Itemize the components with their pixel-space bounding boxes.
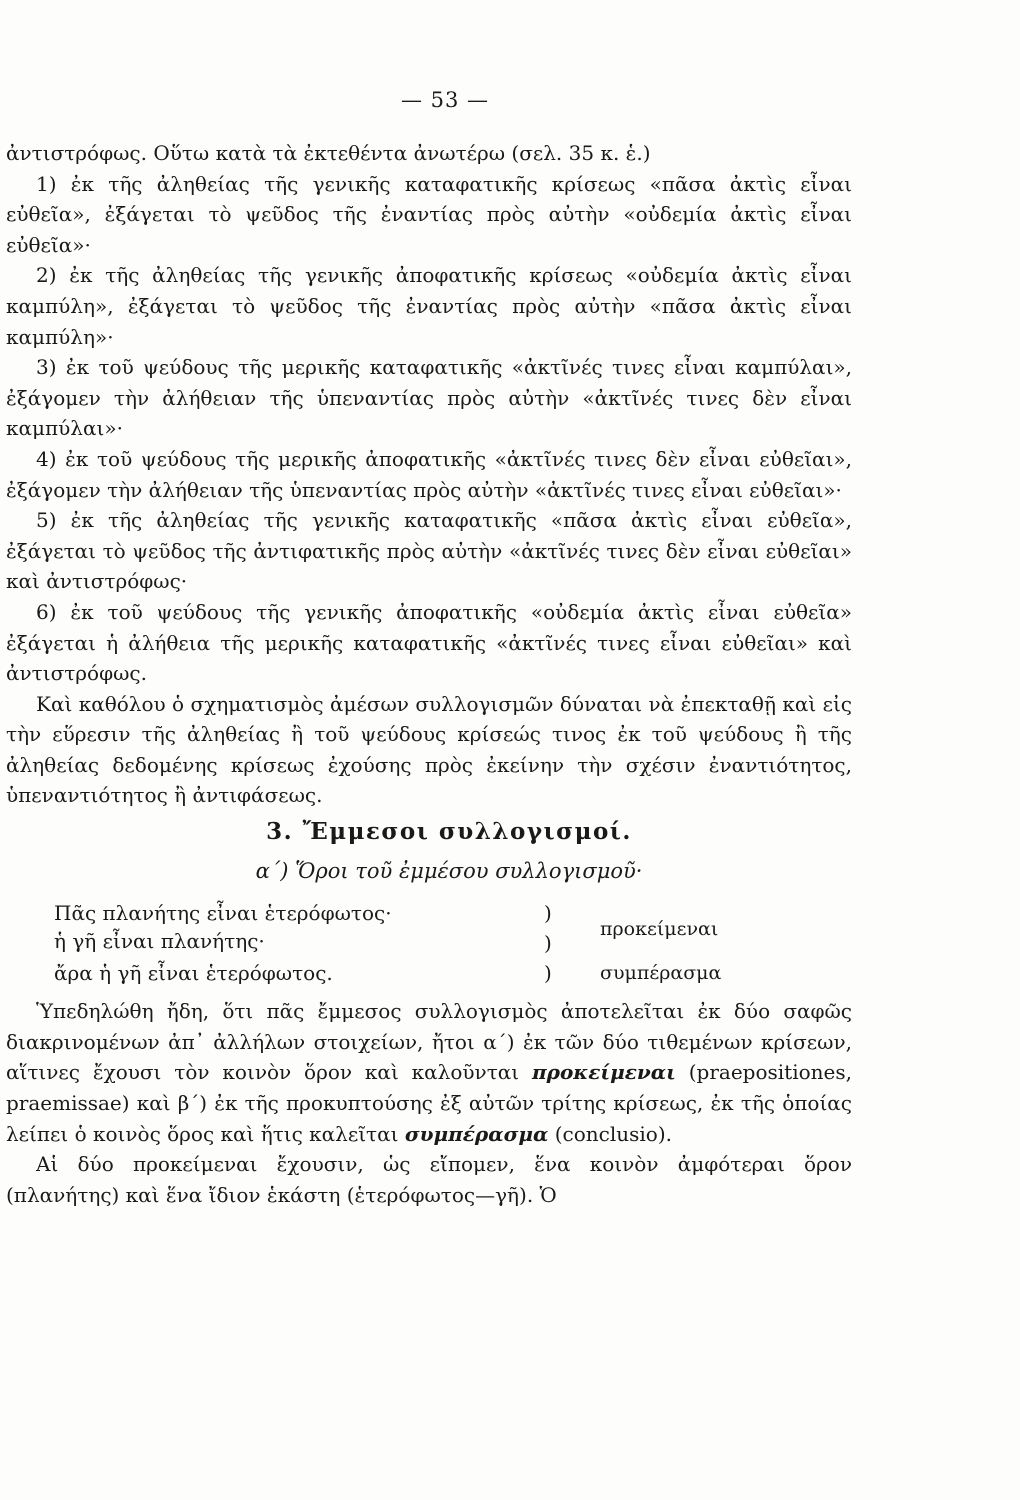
- page-body: [6, 138, 852, 1210]
- bracket-mark: ): [544, 931, 552, 956]
- definition-text-a: Ὑπεδηλώθη ἤδη, ὅτι πᾶς ἔμμεσος συλλογισμὸς ἀποτελεῖται ἐκ δύο σαφῶς διακρινομένων ἀπ᾽ ἀλλήλων στοιχείων, ἤτοι α΄) ἐκ τῶν δύο τιθεμένων κρίσεων, αἵτινες ἔχουσι τὸν κοινὸν ὅρον καὶ καλοῦνται: [6, 999, 852, 1085]
- term-premises: προκείμεναι: [532, 1060, 676, 1085]
- conclusion-label: συμπέρασμα: [600, 962, 722, 985]
- paragraph-definition: [6, 996, 852, 1149]
- bracket-mark: ): [544, 901, 552, 926]
- section-heading: 3. Ἔμμεσοι συλλογισμοί.: [266, 818, 632, 846]
- syllogism-conclusion: ἄρα ἡ γῆ εἶναι ἑτερόφωτος.: [54, 961, 333, 986]
- paragraph-item-2: 2) ἐκ τῆς ἀληθείας τῆς γενικῆς ἀποφατικῆς κρίσεως «οὐδεμία ἀκτὶς εἶναι καμπύλη», ἐξάγεται τὸ ψεῦδος τῆς ἐναντίας πρὸς αὐτὴν «πᾶσα ἀκτὶς εἶναι καμπύλη»·: [6, 263, 852, 349]
- paragraph-item-4: 4) ἐκ τοῦ ψεύδους τῆς μερικῆς ἀποφατικῆς «ἀκτῖνές τινες δὲν εἶναι εὐθεῖαι», ἐξάγομεν τὴν ἀλήθειαν τῆς ὑπεναντίας πρὸς αὐτὴν «ἀκτῖνές τινες εἶναι εὐθεῖαι»·: [6, 446, 852, 502]
- premises-label: προκείμεναι: [600, 918, 719, 941]
- syllogism-minor-premise: ἡ γῆ εἶναι πλανήτης·: [54, 929, 265, 954]
- paragraph-intro: ἀντιστρόφως. Οὕτω κατὰ τὰ ἐκτεθέντα ἀνωτέρω (σελ. 35 κ. ἑ.): [6, 141, 651, 165]
- subsection-heading: α΄) Ὅροι τοῦ ἐμμέσου συλλογισμοῦ·: [255, 858, 643, 883]
- page-number: — 53 —: [400, 88, 490, 112]
- definition-text-c: (praepositiones, praemissae) καὶ β΄) ἐκ τῆς προκυπτούσης ἐξ αὐτῶν τρίτης κρίσεως, ἐκ τῆς ὁποίας λείπει ὁ κοινὸς ὅρος καὶ ἥτις καλεῖται: [6, 1060, 852, 1146]
- syllogism-major-premise: Πᾶς πλανήτης εἶναι ἑτερόφωτος·: [54, 901, 392, 926]
- paragraph-terms: Αἱ δύο προκείμεναι ἔχουσιν, ὡς εἴπομεν, ἕνα κοινὸν ἀμφότεραι ὅρον (πλανήτης) καὶ ἕνα ἴδιον ἑκάστη (ἑτερόφωτος—γῆ). Ὁ: [6, 1152, 852, 1207]
- bracket-mark: ): [544, 961, 552, 986]
- term-conclusion: συμπέρασμα: [404, 1121, 549, 1146]
- paragraph-item-3: 3) ἐκ τοῦ ψεύδους τῆς μερικῆς καταφατικῆς «ἀκτῖνές τινες εἶναι καμπύλαι», ἐξάγομεν τὴν ἀλήθειαν τῆς ὑπεναντίας πρὸς αὐτὴν «ἀκτῖνές τινες δὲν εἶναι καμπύλαι»·: [6, 355, 852, 441]
- paragraph-general: Καὶ καθόλου ὁ σχηματισμὸς ἀμέσων συλλογισμῶν δύναται νὰ ἐπεκταθῇ καὶ εἰς τὴν εὕρεσιν τῆς ἀληθείας ἢ τοῦ ψεύδους κρίσεώς τινος ἐκ τοῦ ψεύδους ἢ τῆς ἀληθείας δεδομένης κρίσεως ἐχούσης πρὸς ἐκείνην τὴν σχέσιν ἐναντιότητος, ὑπεναντιότητος ἢ ἀντιφάσεως.: [6, 691, 852, 808]
- paragraph-item-6: 6) ἐκ τοῦ ψεύδους τῆς γενικῆς ἀποφατικῆς «οὐδεμία ἀκτὶς εἶναι εὐθεῖα» ἐξάγεται ἡ ἀλήθεια τῆς μερικῆς καταφατικῆς «ἀκτῖνές τινες εἶναι εὐθεῖαι» καὶ ἀντιστρόφως.: [6, 599, 852, 686]
- syllogism-example: [6, 898, 852, 994]
- definition-text-e: (conclusio).: [548, 1121, 672, 1146]
- paragraph-item-5: 5) ἐκ τῆς ἀληθείας τῆς γενικῆς καταφατικῆς «πᾶσα ἀκτὶς εἶναι εὐθεῖα», ἐξάγεται τὸ ψεῦδος τῆς ἀντιφατικῆς πρὸς αὐτὴν «ἀκτῖνές τινες δὲν εἶναι εὐθεῖαι» καὶ ἀντιστρόφως·: [6, 508, 852, 594]
- paragraph-item-1: 1) ἐκ τῆς ἀληθείας τῆς γενικῆς καταφατικῆς κρίσεως «πᾶσα ἀκτὶς εἶναι εὐθεῖα», ἐξάγεται τὸ ψεῦδος τῆς ἐναντίας πρὸς αὐτὴν «οὐδεμία ἀκτὶς εἶναι εὐθεῖα»·: [6, 171, 852, 257]
